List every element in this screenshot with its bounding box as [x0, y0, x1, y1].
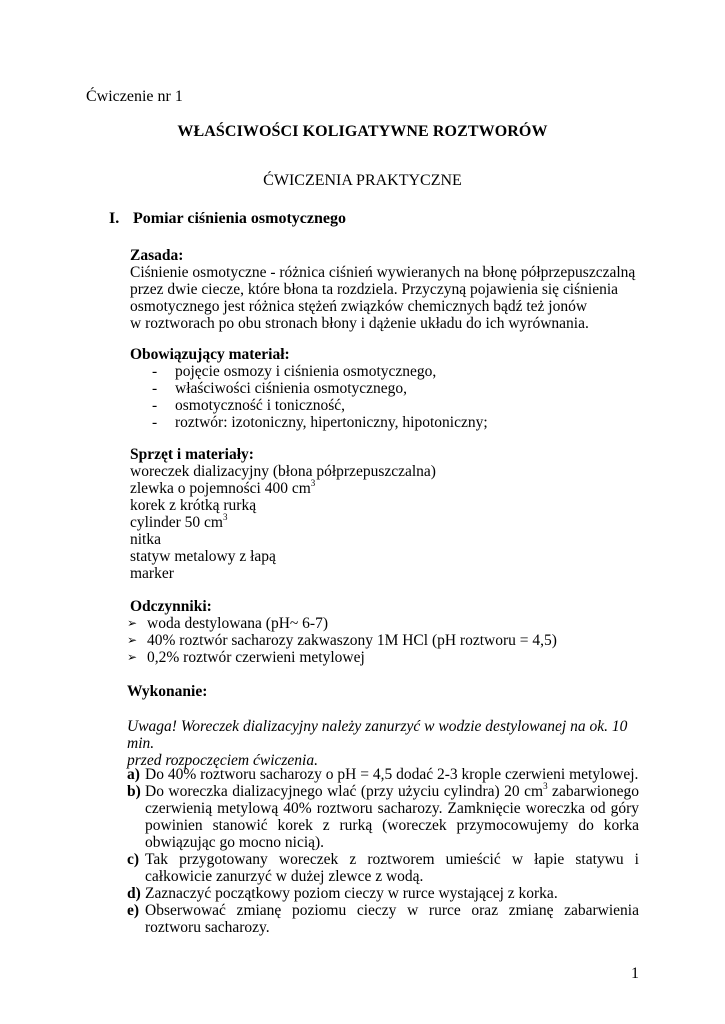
- reagent-item-text: 0,2% roztwór czerwieni metylowej: [147, 649, 365, 666]
- material-item-text: osmotyczność i toniczność,: [175, 397, 346, 414]
- principle-block: [130, 247, 640, 332]
- warning-line: Uwaga! Woreczek dializacyjny należy zanurzyć w wodzie destylowanej na ok. 10 min.: [127, 718, 628, 752]
- principle-heading: Zasada:: [130, 247, 184, 264]
- material-block: [130, 346, 640, 431]
- arrow-bullet-icon: ➢: [127, 650, 138, 664]
- principle-line: przez dwie ciecze, które błona ta rozdziela. Przyczyną pojawienia się ciśnienia: [130, 281, 619, 298]
- principle-line: w roztworach po obu stronach błony i dążenie układu do ich wyrównania.: [130, 315, 589, 332]
- list-item: [123, 632, 643, 649]
- equipment-item: statyw metalowy z łapą: [130, 548, 276, 565]
- reagents-block: [123, 615, 643, 666]
- steps-list: [127, 766, 639, 936]
- equipment-item: cylinder 50 $cm^3$: [130, 511, 228, 531]
- page-number: 1: [631, 965, 639, 982]
- step-text: Zaznaczyć początkowy poziom cieczy w rurce wystającej z korka.: [145, 885, 558, 902]
- step-text: Obserwować zmianę poziomu cieczy w rurce oraz zmianę zabarwienia roztworu sacharozy.: [145, 902, 639, 936]
- list-item: - właściwości ciśnienia osmotycznego,: [152, 380, 408, 397]
- document-title: WŁAŚCIWOŚCI KOLIGATYWNE ROZTWORÓW: [177, 123, 548, 140]
- list-item: [127, 766, 639, 783]
- step-text: Do woreczka dializacyjnego wlać (przy użyciu cylindra) 20 $cm^3$ zabarwionego czerwienią metylową 40% roztworu sacharozy. Zamknięcie woreczka od góry powinien stanowić korek z rurką (woreczek przymocowujemy do korka obwiązując go mocno nicią).: [145, 780, 639, 851]
- section-number: I.: [109, 210, 120, 227]
- list-item: [127, 902, 639, 936]
- warning-line: przed rozpoczęciem ćwiczenia.: [127, 752, 318, 769]
- arrow-bullet-icon: ➢: [127, 633, 138, 647]
- step-letter: d): [127, 885, 141, 902]
- procedure-heading: Wykonanie:: [127, 683, 208, 700]
- list-item: - osmotyczność i toniczność,: [152, 397, 346, 414]
- material-item-text: właściwości ciśnienia osmotycznego,: [175, 380, 408, 397]
- principle-line: Ciśnienie osmotyczne - różnica ciśnień wywieranych na błonę półprzepuszczalną: [130, 264, 636, 281]
- exercise-number: Ćwiczenie nr 1: [86, 88, 183, 105]
- step-letter: b): [127, 783, 141, 800]
- list-item: - pojęcie osmozy i ciśnienia osmotycznego,: [152, 363, 437, 380]
- arrow-bullet-icon: ➢: [127, 616, 138, 630]
- reagent-item-text: woda destylowana (pH~ 6-7): [147, 615, 328, 632]
- material-heading: Obowiązujący materiał:: [130, 346, 290, 363]
- step-text: Do 40% roztworu sacharozy o pH = 4,5 dodać 2-3 krople czerwieni metylowej.: [145, 766, 639, 783]
- document-subtitle: ĆWICZENIA PRAKTYCZNE: [263, 172, 462, 189]
- reagent-item-text: 40% roztwór sacharozy zakwaszony 1M HCl (pH roztworu = 4,5): [147, 632, 557, 649]
- equipment-item: korek z krótką rurką: [130, 497, 257, 514]
- list-item: - roztwór: izotoniczny, hipertoniczny, hipotoniczny;: [152, 414, 488, 431]
- reagents-list: [123, 615, 643, 666]
- reagents-heading: Odczynniki:: [130, 598, 212, 615]
- section-title: Pomiar ciśnienia osmotycznego: [133, 210, 347, 227]
- list-item: [127, 780, 639, 851]
- section-heading: [109, 210, 346, 227]
- step-text: Tak przygotowany woreczek z roztworem umieścić w łapie statywu i całkowicie zanurzyć w dużej zlewce z wodą.: [145, 851, 639, 885]
- step-letter: a): [127, 766, 140, 783]
- step-letter: c): [127, 851, 140, 868]
- principle-line: osmotycznego jest różnica stężeń związków chemicznych bądź też jonów: [130, 298, 588, 315]
- material-item-text: roztwór: izotoniczny, hipertoniczny, hipotoniczny;: [175, 414, 488, 431]
- procedure-steps: [127, 766, 639, 936]
- equipment-block: [130, 446, 640, 582]
- material-item-text: pojęcie osmozy i ciśnienia osmotycznego,: [175, 363, 437, 380]
- equipment-item: marker: [130, 565, 174, 582]
- equipment-item: nitka: [130, 531, 161, 548]
- list-item: [127, 851, 639, 885]
- material-list: [130, 363, 640, 431]
- equipment-item: zlewka o pojemności 400 $cm^3$: [130, 477, 316, 497]
- list-item: [123, 649, 643, 666]
- procedure-warning: [127, 718, 647, 769]
- list-item: [127, 885, 639, 902]
- list-item: [123, 615, 643, 632]
- equipment-item: woreczek dializacyjny (błona półprzepuszczalna): [130, 463, 436, 480]
- step-letter: e): [127, 902, 140, 919]
- equipment-heading: Sprzęt i materiały:: [130, 446, 254, 463]
